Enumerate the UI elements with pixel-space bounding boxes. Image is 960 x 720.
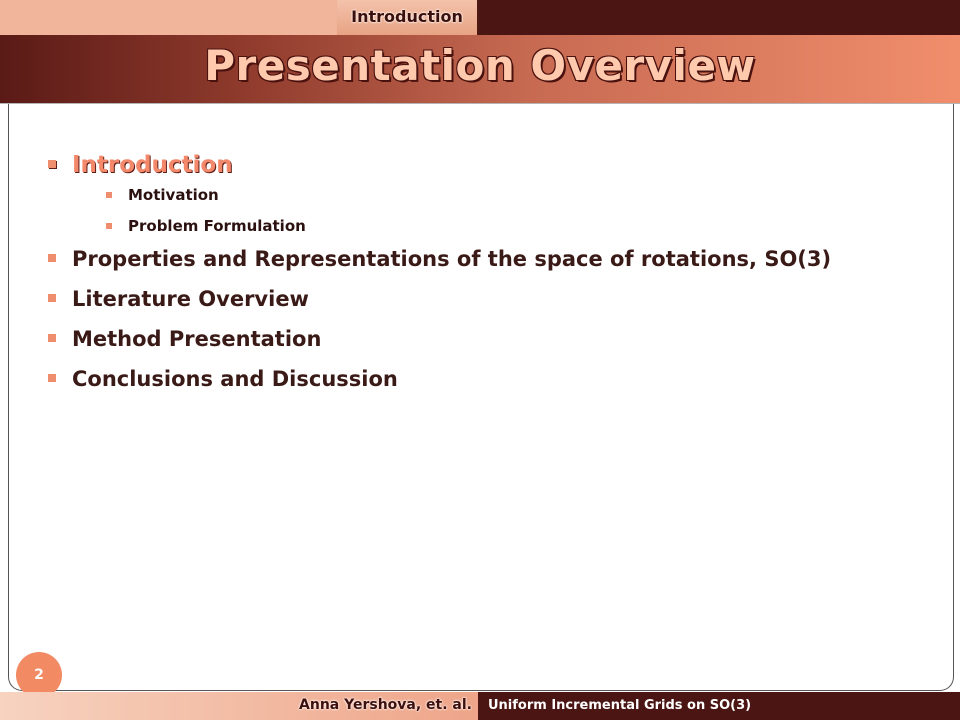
outline-item-literature: Literature Overview [46,286,926,312]
page-number-badge: 2 [16,652,62,698]
outline-subitems [46,184,926,237]
outline-item-conclusions: Conclusions and Discussion [46,366,926,392]
slide-title: Presentation Overview [204,41,756,90]
outline-subitem-motivation: Motivation [46,184,926,206]
outline-list [46,152,926,406]
outline-subitem-problem-formulation: Problem Formulation [46,215,926,237]
outline-item-method: Method Presentation [46,326,926,352]
section-tab [337,0,477,35]
footer-talk-title: Uniform Incremental Grids on SO(3) [488,698,752,713]
title-bar [0,35,960,104]
outline-item-introduction: Introduction [46,152,926,178]
footer-title-bar [478,692,960,720]
outline-item-properties: Properties and Representations of the space of rotations, SO(3) [46,246,926,272]
top-section-strip [0,0,960,35]
footer-authors-bar [0,692,478,720]
section-tab-label: Introduction [351,7,463,26]
footer-authors: Anna Yershova, et. al. [299,697,472,713]
